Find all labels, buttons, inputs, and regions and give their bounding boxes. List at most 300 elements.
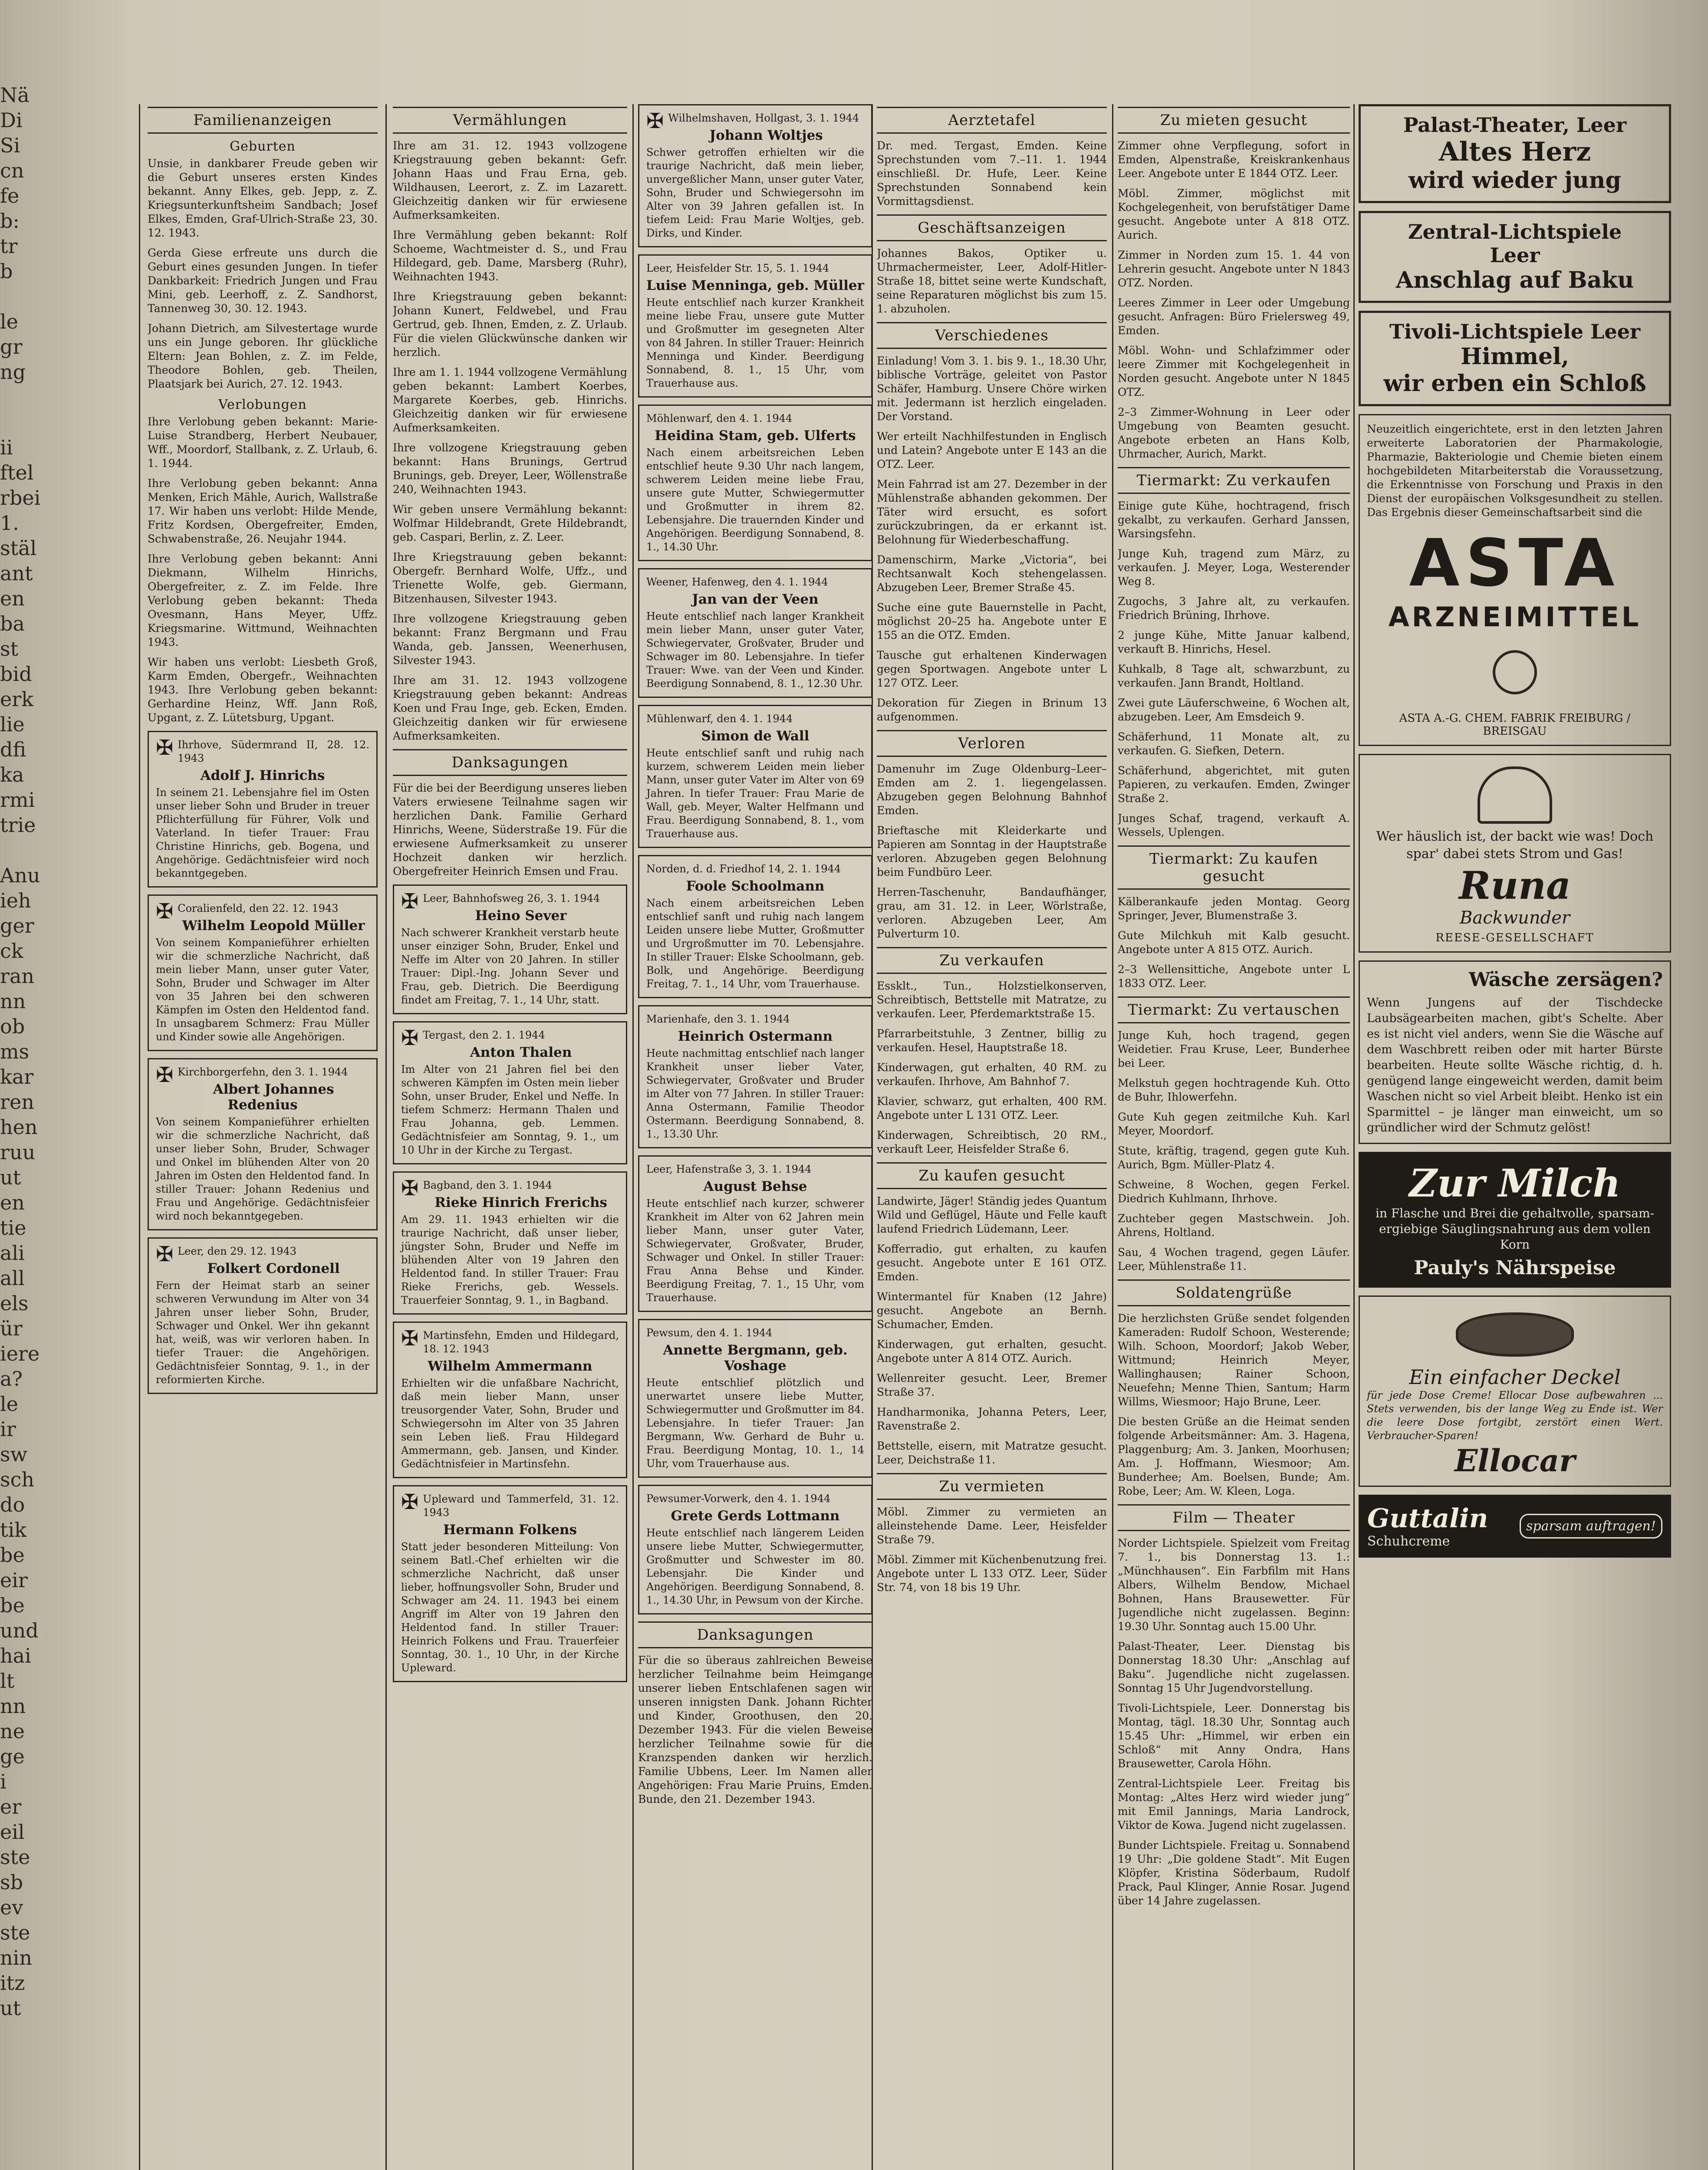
classified-text: Dr. med. Tergast, Emden. Keine Sprechstunden vom 7.–11. 1. 1944 einschließl. Dr. Hufe, Leer. Keine Sprechstunden Sonnabend kein Vormittagsdienst. xyxy=(877,139,1107,207)
stub-line: er xyxy=(0,1795,22,1818)
classified-text: Johannes Bakos, Optiker u. Uhrmachermeister, Leer, Adolf-Hitler-Straße 18, bittet seine werte Kundschaft, seine Reparaturen möglichst bis zum 15. 1. abzuholen. xyxy=(877,247,1107,315)
obituary xyxy=(148,1058,378,1230)
stub-line: sb xyxy=(0,1871,23,1894)
stub-line: le xyxy=(0,1392,18,1416)
classified-text: Kofferradio, gut erhalten, zu kaufen gesucht. Angebote unter E 161 OTZ. Emden. xyxy=(877,1243,1107,1283)
notice-text: Unsie, in dankbarer Freude geben wir die Geburt unseres ersten Kindes bekannt. Anny Elkes, geb. Jepp, z. Z. Kriegsunterkunftsheim Sandbach; Josef Elkes, Emden, Graf-Ulrich-Straße 23, 30. 12. 1943. xyxy=(148,157,378,239)
runa-subtitle: Backwunder xyxy=(1459,908,1570,928)
milch-logo: Zur Milch xyxy=(1409,1161,1621,1206)
runa-logo: Runa xyxy=(1458,863,1571,908)
obituary xyxy=(148,894,378,1051)
stub-line: en xyxy=(0,1191,25,1214)
section-header: Zu mieten gesucht xyxy=(1118,107,1350,134)
stub-line: ge xyxy=(0,1745,25,1768)
stub-line: trie xyxy=(0,813,36,837)
classified-text: Schäferhund, abgerichtet, mit guten Papieren, zu verkaufen. Emden, Zwinger Straße 2. xyxy=(1118,764,1350,805)
stub-line: do xyxy=(0,1493,25,1516)
classified-text: Wintermantel für Knaben (12 Jahre) gesucht. Angebote an Bernh. Schumacher, Emden. xyxy=(877,1290,1107,1331)
column-rule xyxy=(385,104,387,2170)
henko-ad xyxy=(1359,960,1671,1144)
obituary-name: August Behse xyxy=(703,1179,807,1194)
obituary-name: Rieke Hinrich Frerichs xyxy=(434,1195,607,1210)
obituary-name: Anton Thalen xyxy=(470,1045,572,1060)
column-weddings xyxy=(393,104,627,1689)
iron-cross-icon: ✠ xyxy=(401,1490,419,1514)
obituary-text: Nach einem arbeitsreichen Leben entschlief heute 9.30 Uhr nach langem, schwerem Leiden meine liebe Frau, unsere gute Mutter, Schwiegermutter und Großmutter in ihrem 82. Lebensjahre. Die trauernden Kinder und Angehörigen. Beerdigung Sonnabend, 8. 1., 14.30 Uhr. xyxy=(646,447,864,553)
classified-text: Die herzlichsten Grüße sendet folgenden Kameraden: Rudolf Schoon, Westerende; Wilh. Schoon, Moordorf; Jakob Weber, Wittmund; Heinrich Meyer, Wallinghausen; Rainer Schoon, Neuefehn; Menne Thien, Santum; Harm Willms, Wiesmoor; Hajo Brune, Leer. xyxy=(1118,1312,1350,1408)
classified-text: Junge Kuh, hoch tragend, gegen Weidetier. Frau Kruse, Leer, Bunderhee bei Leer. xyxy=(1118,1029,1350,1069)
stub-line: gr xyxy=(0,335,23,358)
obituary-name: Grete Gerds Lottmann xyxy=(671,1508,840,1524)
obituary-text: Heute entschlief nach kurzer Krankheit meine liebe Frau, unsere gute Mutter und Großmutter im gesegneten Alter von 84 Jahren. In stiller Trauer: Heinrich Menninga und Kinder. Beerdigung Sonnabend, 8. 1., 15 Uhr, vom Trauerhause aus. xyxy=(646,296,864,389)
obituary-place: Mühlenwarf, den 4. 1. 1944 xyxy=(646,713,793,725)
stub-line: tr xyxy=(0,234,18,258)
obituary-place: Leer, den 29. 12. 1943 xyxy=(178,1245,296,1257)
stub-line: ut xyxy=(0,1996,21,2020)
iron-cross-icon: ✠ xyxy=(401,1026,419,1050)
iron-cross-icon: ✠ xyxy=(401,889,419,914)
obituary-name: Heinrich Ostermann xyxy=(678,1029,833,1044)
classified-text: Zimmer ohne Verpflegung, sofort in Emden, Alpenstraße, Kreiskrankenhaus Leer. Angebote unter E 1844 OTZ. Leer. xyxy=(1118,139,1350,180)
classified-text: Klavier, schwarz, gut erhalten, 400 RM. Angebote unter L 131 OTZ. Leer. xyxy=(877,1095,1107,1121)
classified-text: 2–3 Zimmer-Wohnung in Leer oder Umgebung von Beamten gesucht. Angebote erbeten an Hans Kolb, Uhrmacher, Aurich, Markt. xyxy=(1118,406,1350,460)
obituary-place: Ihrhove, Südermrand II, 28. 12. 1943 xyxy=(178,739,369,764)
section-header: Danksagungen xyxy=(638,1621,872,1648)
stub-line: be xyxy=(0,1543,25,1567)
classified-text: Wellenreiter gesucht. Leer, Bremer Straße 37. xyxy=(877,1372,1107,1398)
iron-cross-icon: ✠ xyxy=(156,1242,174,1266)
obituary xyxy=(393,884,627,1014)
film-title: Anschlag auf Baku xyxy=(1395,267,1634,293)
classified-text: Suche eine gute Bauernstelle in Pacht, möglichst 20–25 ha. Angebote unter E 155 an die OTZ. Emden. xyxy=(877,601,1107,641)
stub-line: hen xyxy=(0,1115,38,1139)
obituary-text: Heute entschlief sanft und ruhig nach kurzem, schwerem Leiden mein lieber Mann, unser guter Vater im Alter von 69 Jahren. In tiefer Trauer: Frau Marie de Wall, geb. Meyer, Walter Helfmann und Frau. Beerdigung Sonnabend, 8. 1., vom Trauerhause aus. xyxy=(646,747,864,840)
classified-text: Junges Schaf, tragend, verkauft A. Wessels, Uplengen. xyxy=(1118,812,1350,838)
stub-line: a? xyxy=(0,1367,23,1391)
notice-text: Johann Dietrich, am Silvestertage wurde uns ein Junge geboren. Ihr glückliche Eltern: Jean Bohlen, z. Z. im Felde, Theodore Bohlen, geb. Theilen, Plaatsjark bei Aurich, 27. 12. 1943. xyxy=(148,322,378,390)
notice-text: Ihre am 1. 1. 1944 vollzogene Vermählung geben bekannt: Lambert Koerbes, Margarete Koerbes, geb. Hinrichs. Gleichzeitig danken wir für erwiesene Aufmerksamkeiten. xyxy=(393,366,627,434)
stub-line: ant xyxy=(0,562,33,585)
classified-text: Kälberankaufe jeden Montag. Georg Springer, Jever, Blumenstraße 3. xyxy=(1118,895,1350,922)
notice-text: Ihre Kriegstrauung geben bekannt: Johann Kunert, Feldwebel, und Frau Gertrud, geb. Ihnen, Emden, z. Z. Urlaub. Für die vielen Glückwünsche danken wir herzlich. xyxy=(393,290,627,358)
stub-line: ste xyxy=(0,1845,30,1869)
stub-line: ev xyxy=(0,1896,23,1919)
section-header: Familienanzeigen xyxy=(148,107,378,134)
classified-text: Einladung! Vom 3. 1. bis 9. 1., 18.30 Uhr, biblische Vorträge, geleitet von Pastor Schäfer, Hamburg. Unsere Chöre wirken mit. Jedermann ist herzlich eingeladen. Der Vorstand. xyxy=(877,355,1107,423)
stub-line: ir xyxy=(0,1417,16,1441)
obituary-text: Schwer getroffen erhielten wir die traurige Nachricht, daß mein lieber, unvergeßlicher Mann, unser guter Vater, Sohn, Bruder und Schwiegersohn im Alter von 39 Jahren gefallen ist. In tiefem Leid: Frau Marie Woltjes, geb. Dirks, und Kinder. xyxy=(646,146,864,239)
stub-line: sch xyxy=(0,1468,34,1491)
classified-text: Melkstuh gegen hochtragende Kuh. Otto de Buhr, Ihlowerfehn. xyxy=(1118,1077,1350,1103)
stub-line: eir xyxy=(0,1568,28,1592)
section-header: Verloren xyxy=(877,730,1107,757)
stub-line xyxy=(0,838,130,863)
obituary xyxy=(393,1485,627,1682)
classified-text: 2 junge Kühe, Mitte Januar kalbend, verkauft B. Hinrichs, Hesel. xyxy=(1118,629,1350,655)
stub-line: i xyxy=(0,1770,7,1793)
obituary xyxy=(638,705,872,848)
obituary-name: Simon de Wall xyxy=(701,728,810,744)
notice-text: Ihre am 31. 12. 1943 vollzogene Kriegstrauung geben bekannt: Andreas Koen und Frau Inge, geb. Ecken, Emden. Gleichzeitig danken wir für erwiesene Aufmerksamkeiten. xyxy=(393,674,627,742)
stub-line: rbei xyxy=(0,486,41,510)
section-header: Geschäftsanzeigen xyxy=(877,214,1107,241)
classified-text: Bunder Lichtspiele. Freitag u. Sonnabend 19 Uhr: „Die goldene Stadt“. Mit Eugen Klöpfer, Kristina Söderbaum, Rudolf Prack, Paul Klinger, Annie Rosar. Jugend über 14 Jahre zugelassen. xyxy=(1118,1839,1350,1907)
cream-tin-icon xyxy=(1456,1312,1574,1357)
classified-text: Handharmonika, Johanna Peters, Leer, Ravenstraße 2. xyxy=(877,1406,1107,1432)
column-rule xyxy=(1353,104,1355,2170)
stub-line: b: xyxy=(0,209,20,233)
obituary-name: Heidina Stam, geb. Ulferts xyxy=(655,428,856,444)
obituary-text: Nach einem arbeitsreichen Leben entschlief sanft und ruhig nach langem Leiden unsere liebe Mutter, Großmutter und Urgroßmutter im 70. Lebensjahre. In stiller Trauer: Elske Schoolmann, geb. Bolk, und Angehörige. Beerdigung Freitag, 7. 1., 14 Uhr, vom Trauerhause. xyxy=(646,897,864,990)
section-header: Tiermarkt: Zu kaufen gesucht xyxy=(1118,845,1350,890)
stub-line: ka xyxy=(0,763,24,786)
subsection-header: Verlobungen xyxy=(218,397,307,412)
stub-line: Di xyxy=(0,108,23,132)
stub-line: le xyxy=(0,310,18,333)
iron-cross-icon: ✠ xyxy=(401,1326,419,1351)
classified-text: Möbl. Zimmer zu vermieten an alleinstehende Dame. Leer, Heisfelder Straße 79. xyxy=(877,1506,1107,1546)
runa-firm: REESE-GESELLSCHAFT xyxy=(1435,931,1594,944)
column-rule xyxy=(139,104,140,2170)
section-header: Film — Theater xyxy=(1118,1504,1350,1531)
classified-text: Kinderwagen, gut erhalten, 40 RM. zu verkaufen. Ihrhove, Am Bahnhof 7. xyxy=(877,1061,1107,1088)
obituary-text: Heute entschlief nach langer Krankheit mein lieber Mann, unser guter Vater, Schwiegervater, Großvater, Bruder und Schwager im 80. Lebensjahre. In tiefer Trauer: Wwe. van der Veen und Kinder. Beerdigung Sonnabend, 8. 1., 12.30 Uhr. xyxy=(646,610,864,690)
cinema-ad-zentral xyxy=(1359,211,1671,303)
classified-text: Gute Milchkuh mit Kalb gesucht. Angebote unter A 815 OTZ. Aurich. xyxy=(1118,929,1350,956)
section-header: Danksagungen xyxy=(393,749,627,776)
lamp-icon xyxy=(1478,766,1552,824)
stub-line: nin xyxy=(0,1946,32,1969)
stub-line: ren xyxy=(0,1090,34,1114)
obituary xyxy=(638,1319,872,1478)
classified-text: Essklt., Tun., Holzstielkonserven, Schreibtisch, Bettstelle mit Matratze, zu verkaufen. Leer, Pferdemarktstraße 15. xyxy=(877,980,1107,1020)
stub-line xyxy=(0,284,130,309)
stub-line: Anu xyxy=(0,864,40,887)
stub-line xyxy=(0,410,130,435)
obituary xyxy=(638,1485,872,1614)
stub-line: ob xyxy=(0,1015,25,1038)
stub-line: itz xyxy=(0,1971,25,1995)
column-classifieds xyxy=(877,104,1107,1601)
obituary-place: Norden, d. d. Friedhof 14, 2. 1. 1944 xyxy=(646,863,841,875)
obituary-place: Upleward und Tammerfeld, 31. 12. 1943 xyxy=(423,1493,619,1519)
classified-text: Landwirte, Jäger! Ständig jedes Quantum Wild und Geflügel, Häute und Felle kauft laufend Friedrich Lüdemann, Leer. xyxy=(877,1195,1107,1235)
classified-text: 2–3 Wellensittiche, Angebote unter L 1833 OTZ. Leer. xyxy=(1118,963,1350,990)
section-header: Tiermarkt: Zu verkaufen xyxy=(1118,467,1350,494)
stub-line: Nä xyxy=(0,83,30,107)
section-header: Tiermarkt: Zu vertauschen xyxy=(1118,996,1350,1023)
previous-page-stub xyxy=(0,82,130,2170)
obituary xyxy=(393,1171,627,1315)
milch-text: in Flasche und Brei die gehaltvolle, sparsam-ergiebige Säuglingsnahrung aus dem vollen Korn xyxy=(1376,1206,1654,1252)
stub-line: ruu xyxy=(0,1141,36,1164)
obituary-place: Leer, Heisfelder Str. 15, 5. 1. 1944 xyxy=(646,262,829,274)
film-title: Himmel, xyxy=(1461,343,1569,370)
cinema-name: Tivoli-Lichtspiele Leer xyxy=(1389,320,1641,343)
stub-line: be xyxy=(0,1594,25,1617)
stub-line: hai xyxy=(0,1644,31,1667)
obituary-name: Jan van der Veen xyxy=(692,592,819,607)
slogan: Wer häuslich ist, der backt wie was! Doch spar' dabei stets Strom und Gas! xyxy=(1376,829,1654,861)
classified-text: Möbl. Wohn- und Schlafzimmer oder leere Zimmer mit Kochgelegenheit in Norden gesucht. Angebote unter N 1845 OTZ. xyxy=(1118,344,1350,398)
ellocar-logo: Ellocar xyxy=(1454,1443,1576,1479)
column-obituaries xyxy=(638,104,872,1812)
asta-subtitle: ARZNEIMITTEL xyxy=(1388,601,1642,633)
notice-text: Ihre Vermählung geben bekannt: Rolf Schoeme, Wachtmeister d. S., und Frau Hildegard, geb. Dame, Marsberg (Ruhr), Weihnachten 1943. xyxy=(393,229,627,283)
section-header: Vermählungen xyxy=(393,107,627,134)
notice-text: Für die bei der Beerdigung unseres lieben Vaters erwiesene Teilnahme sagen wir herzlichen Dank. Familie Gerhard Hinrichs, Weene, Süderstraße 19. Für die erwiesene Aufmerksamkeit zu unserer Hochzeit danken wir herzlich. Obergefreiter Heinrich Emsen und Frau. xyxy=(393,782,627,878)
classified-text: Schweine, 8 Wochen, gegen Ferkel. Diedrich Kuhlmann, Ihrhove. xyxy=(1118,1178,1350,1205)
classified-text: Zuchteber gegen Mastschwein. Joh. Ahrens, Holtland. xyxy=(1118,1212,1350,1239)
classified-text: Damenschirm, Marke „Victoria“, bei Rechtsanwalt Koch stehengelassen. Abzugeben Leer, Bremer Straße 45. xyxy=(877,553,1107,594)
stub-line: tik xyxy=(0,1518,27,1542)
notice-text: Gerda Giese erfreute uns durch die Geburt eines gesunden Jungen. In tiefer Dankbarkeit: Friedrich Jungen und Frau Mini, geb. Leerhoff, z. Z. Sandhorst, Tannenweg 30, 30. 12. 1943. xyxy=(148,247,378,315)
obituary xyxy=(638,104,872,247)
column-advertisements xyxy=(1359,104,1671,1565)
classified-text: Mein Fahrrad ist am 27. Dezember in der Mühlenstraße abhanden gekommen. Der Täter wird ersucht, es sofort zurückzubringen, da er erkannt ist. Belohnung für Wiederbeschaffung. xyxy=(877,478,1107,546)
stub-line: ste xyxy=(0,1921,30,1944)
classified-text: Norder Lichtspiele. Spielzeit vom Freitag 7. 1., bis Donnerstag 13. 1.: „Münchhausen“. Ein Farbfilm mit Hans Albers, Wilhelm Bendow, Michael Bohnen, Hans Brausewetter. Für Jugendliche nicht zugelassen. Beginn: 19.30 Uhr. Sonntag auch 15.00 Uhr. xyxy=(1118,1537,1350,1633)
obituary-place: Coralienfeld, den 22. 12. 1943 xyxy=(178,902,339,914)
stub-line: bid xyxy=(0,662,32,686)
stub-line: und xyxy=(0,1619,39,1642)
classified-text: Zentral-Lichtspiele Leer. Freitag bis Montag: „Altes Herz wird wieder jung“ mit Emil Jannings, Maria Landrock, Viktor de Kowa. Jugend nicht zugelassen. xyxy=(1118,1777,1350,1831)
obituary-name: Luise Menninga, geb. Müller xyxy=(646,278,864,293)
obituary-text: Von seinem Kompanieführer erhielten wir die schmerzliche Nachricht, daß mein lieber Mann, unser guter Vater, Sohn, Bruder und Schwager im Alter von 35 Jahren bei den schweren Kämpfen im Osten den Heldentod fand. In unsagbarem Schmerz: Frau Müller und Kinder sowie alle Angehörigen. xyxy=(156,937,369,1043)
stub-line: ms xyxy=(0,1040,30,1063)
classified-text: Palast-Theater, Leer. Dienstag bis Donnerstag 18.30 Uhr: „Anschlag auf Baku“. Jugendliche nicht zugelassen. Sonntag 15 Uhr Jugendvorstellung. xyxy=(1118,1640,1350,1694)
classified-text: Die besten Grüße an die Heimat senden folgende Arbeitsmänner: Am. 3. Hagena, Plaggenburg; Am. 3. Janken, Moorhusen; Am. J. Hoffmann, Wiesmoor; Am. Bunderhee; Am. Boelsen, Bunde; Am. Robe, Leer; Am. W. Kleen, Loga. xyxy=(1118,1415,1350,1497)
henko-text: Wenn Jungens auf der Tischdecke Laubsägearbeiten machen, gibt's Schelte. Aber es ist nicht viel anders, wenn Sie die Wäsche auf dem Waschbrett reiben oder mit harter Bürste bearbeiten. Heute sollte Wäsche richtig, d. h. genügend lange eingeweicht werden, damit beim Waschen nicht so viel Arbeit bleibt. Henko ist ein Sparmittel – je länger man einweicht, um so gründlicher wird der Schmutz gelöst! xyxy=(1367,996,1663,1134)
cinema-ad-palast xyxy=(1359,104,1671,203)
stub-line: cn xyxy=(0,159,24,182)
section-header: Zu verkaufen xyxy=(877,947,1107,974)
stub-line: eil xyxy=(0,1820,25,1844)
classified-text: Einige gute Kühe, hochtragend, frisch gekalbt, zu verkaufen. Gerhard Janssen, Warsingsfehn. xyxy=(1118,500,1350,540)
obituary-name: Albert Johannes Redenius xyxy=(213,1082,334,1113)
stub-line: en xyxy=(0,587,25,610)
notice-text: Ihre Verlobung geben bekannt: Anna Menken, Erich Mähle, Aurich, Wallstraße 17. Wir haben uns verlobt: Hilde Mende, Fritz Kordsen, Obergefreiter, Emden, Schwabenstraße, 26. Neujahr 1944. xyxy=(148,477,378,545)
notice-text: Wir haben uns verlobt: Liesbeth Groß, Karm Emden, Obergefr., Weihnachten 1943. Ihre Verlobung geben bekannt: Gerhardine Heinz, Wff. Jann Roß, Upgant, z. Z. Lütetsburg, Upgant. xyxy=(148,656,378,724)
iron-cross-icon: ✠ xyxy=(156,899,174,924)
obituary-place: Martinsfehn, Emden und Hildegard, 18. 12. 1943 xyxy=(423,1329,619,1355)
stub-line: ba xyxy=(0,612,25,635)
notice-text: Ihre vollzogene Kriegstrauung geben bekannt: Franz Bergmann und Frau Wanda, geb. Janssen, Weenerhusen, Silvester 1943. xyxy=(393,612,627,667)
pauly-milk-ad xyxy=(1359,1152,1671,1288)
obituary xyxy=(638,855,872,998)
iron-cross-icon: ✠ xyxy=(156,1063,174,1087)
stub-line: st xyxy=(0,637,19,661)
obituary-text: Statt jeder besonderen Mitteilung: Von seinem Batl.-Chef erhielten wir die schmerzliche Nachricht, daß unser lieber, hoffnungsvoller Sohn, Bruder und Schwager am 24. 11. 1943 bei einem Angriff im Alter von 19 Jahren den Heldentod fand. In stiller Trauer: Heinrich Folkens und Frau. Trauerfeier Sonntag, 30. 1., 10 Uhr, in der Kirche Upleward. xyxy=(401,1541,619,1674)
guttalin-logo: Guttalin xyxy=(1367,1503,1488,1534)
asta-intro: Neuzeitlich eingerichtete, erst in den letzten Jahren erweiterte Laboratorien der Pharmakologie, Pharmazie, Bakteriologie und Chemie bieten einem hochgebildeten Mitarbeiterstab die Voraussetzung, die Erkenntnisse von Forschung und Praxis in den Dienst der europäischen Volksgesundheit zu stellen. Das Ergebnis dieser Gemeinschaftsarbeit sind die xyxy=(1367,423,1663,519)
stub-line: nn xyxy=(0,1694,26,1718)
cinema-ad-tivoli xyxy=(1359,311,1671,406)
subsection-header: Geburten xyxy=(230,139,296,154)
stub-line: ran xyxy=(0,964,35,988)
obituary-name: Wilhelm Ammermann xyxy=(428,1358,592,1374)
obituary-place: Bagband, den 3. 1. 1944 xyxy=(423,1179,553,1191)
obituary-text: Erhielten wir die unfaßbare Nachricht, daß mein lieber Mann, unser treusorgender Vater, Sohn, Bruder und Schwiegersohn im Alter von 35 Jahren sein Leben ließ. Frau Hildegard Ammermann, geb. Jansen, und Kinder. Gedächtnisfeier in Martinsfehn. xyxy=(401,1377,619,1470)
obituary-place: Pewsum, den 4. 1. 1944 xyxy=(646,1327,773,1339)
section-header: Aerztetafel xyxy=(877,107,1107,134)
stub-line: ne xyxy=(0,1720,25,1743)
stub-line: stäl xyxy=(0,536,37,560)
classified-text: Brieftasche mit Kleiderkarte und Papieren am Sonntag in der Hauptstraße verloren. Abzugeben gegen Belohnung beim Fundbüro Leer. xyxy=(877,824,1107,878)
asta-firm: ASTA A.-G. CHEM. FABRIK FREIBURG / BREISGAU xyxy=(1399,712,1631,738)
stub-line: dfi xyxy=(0,738,26,761)
obituary-name: Adolf J. Hinrichs xyxy=(200,768,325,783)
notice-text: Für die so überaus zahlreichen Beweise herzlicher Teilnahme beim Heimgange unserer lieben Entschlafenen sagen wir unseren innigsten Dank. Johann Richter und Kinder, Groothusen, den 20. Dezember 1943. Für die vielen Beweise herzlicher Teilnahme sowie für die Kranzspenden danken wir herzlich. Familie Ubbens, Leer. Im Namen aller Angehörigen: Frau Marie Pruins, Emden. Bunde, den 21. Dezember 1943. xyxy=(638,1654,872,1805)
stub-line: ii xyxy=(0,436,13,459)
notice-text: Ihre vollzogene Kriegstrauung geben bekannt: Hans Brunings, Gertrud Brunings, geb. Dreyer, Leer, Wöllenstraße 240, Weihnachten 1943. xyxy=(393,441,627,496)
classified-text: Stute, kräftig, tragend, gegen gute Kuh. Aurich, Bgm. Müller-Platz 4. xyxy=(1118,1144,1350,1171)
obituary-place: Marienhafe, den 3. 1. 1944 xyxy=(646,1013,790,1025)
obituary-place: Pewsumer-Vorwerk, den 4. 1. 1944 xyxy=(646,1493,831,1505)
stub-line xyxy=(0,385,130,410)
obituary xyxy=(638,254,872,398)
obituary-text: Heute entschlief plötzlich und unerwartet unsere liebe Mutter, Schwiegermutter und Großmutter im 84. Lebensjahre. In tiefer Trauer: Jan Bergmann, Ww. Gerhard de Buhr u. Frau. Beerdigung Montag, 10. 1., 14 Uhr, vom Trauerhause aus. xyxy=(646,1377,864,1470)
obituary-name: Wilhelm Leopold Müller xyxy=(182,918,365,934)
stub-line: els xyxy=(0,1292,29,1315)
section-header: Verschiedenes xyxy=(877,322,1107,349)
stub-line: kar xyxy=(0,1065,34,1088)
obituary-text: Heute nachmittag entschlief nach langer Krankheit unser lieber Vater, Schwiegervater, Großvater und Bruder im Alter von 77 Jahren. In stiller Trauer: Anna Ostermann, Familie Theodor Ostermann. Beerdigung Sonnabend, 8. 1., 13.30 Uhr. xyxy=(646,1047,864,1140)
stub-line: ger xyxy=(0,914,34,937)
notice-text: Ihre Verlobung geben bekannt: Marie-Luise Strandberg, Herbert Neubauer, Wff., Moordorf, Stallbank, z. Z. Urlaub, 6. 1. 1944. xyxy=(148,415,378,470)
obituary-place: Möhlenwarf, den 4. 1. 1944 xyxy=(646,412,793,424)
deckel-text: für jede Dose Creme! Ellocar Dose aufbewahren ... Stets verwenden, bis der lange Weg zu Ende ist. Wer die leere Dose fortgibt, zerstört einen Wert. Verbraucher-Sparen! xyxy=(1367,1389,1663,1442)
ellocar-ad xyxy=(1359,1295,1671,1487)
film-title: wird wieder jung xyxy=(1409,167,1621,194)
stub-line: Si xyxy=(0,134,20,157)
obituary-place: Tergast, den 2. 1. 1944 xyxy=(423,1029,545,1041)
pill-icon xyxy=(1493,650,1537,694)
classified-text: Herren-Taschenuhr, Bandaufhänger, grau, am 31. 12. in Leer, Wörlstraße, verloren. Abzugeben Leer, Am Pulverturm 10. xyxy=(877,886,1107,940)
section-header: Soldatengrüße xyxy=(1118,1279,1350,1306)
stub-line: lie xyxy=(0,713,25,736)
obituary-text: Im Alter von 21 Jahren fiel bei den schweren Kämpfen im Osten mein lieber Sohn, unser Bruder, Enkel und Neffe. In tiefem Schmerz: Hermann Thalen und Frau Johanna, geb. Lemmen. Gedächtnisfeier am Sonntag, 9. 1., um 10 Uhr in der Kirche zu Tergast. xyxy=(401,1063,619,1156)
obituary-text: Nach schwerer Krankheit verstarb heute unser einziger Sohn, Bruder, Enkel und Neffe im Alter von 20 Jahren. In stiller Trauer: Dipl.-Ing. Johann Sever und Frau, geb. Dietrich. Die Beerdigung findet am Freitag, 7. 1., 14 Uhr, statt. xyxy=(401,927,619,1006)
cinema-name: Palast-Theater, Leer xyxy=(1403,113,1627,137)
asta-ad xyxy=(1359,414,1671,746)
stub-line: 1. xyxy=(0,511,19,535)
stub-line: ali xyxy=(0,1241,25,1265)
henko-title: Wäsche zersägen? xyxy=(1469,969,1663,991)
asta-logo: ASTA xyxy=(1409,526,1621,601)
obituary-text: Heute entschlief nach längerem Leiden unsere liebe Mutter, Schwiegermutter, Großmutter und Schwester im 80. Lebensjahr. Die Kinder und Angehörigen. Beerdigung Sonnabend, 8. 1., 14.30 Uhr, in Pewsum von der Kirche. xyxy=(646,1527,864,1606)
classified-text: Damenuhr im Zuge Oldenburg–Leer–Emden am 2. 1. liegengelassen. Abzugeben gegen Belohnung Bahnhof Emden. xyxy=(877,763,1107,817)
classified-text: Kinderwagen, Schreibtisch, 20 RM., verkauft Leer, Heisfelder Straße 6. xyxy=(877,1129,1107,1155)
obituary xyxy=(148,731,378,888)
classified-text: Möbl. Zimmer, möglichst mit Kochgelegenheit, von berufstätiger Dame gesucht. Angebote unter A 818 OTZ. Aurich. xyxy=(1118,187,1350,241)
obituary-text: Fern der Heimat starb an seiner schweren Verwundung im Alter von 34 Jahren unser lieber Sohn, Bruder, Schwager und Onkel. Wer ihn gekannt hat, weiß, was wir verloren haben. In tiefer Trauer: die Angehörigen. Gedächtnisfeier Sonntag, 9. 1., in der reformierten Kirche. xyxy=(156,1279,369,1386)
obituary-name: Hermann Folkens xyxy=(443,1522,577,1538)
stub-line: fe xyxy=(0,184,20,207)
obituary-name: Heino Sever xyxy=(475,908,567,924)
stub-line: ut xyxy=(0,1166,21,1189)
stub-line: iere xyxy=(0,1342,40,1365)
obituary-text: Heute entschlief nach kurzer, schwerer Krankheit im Alter von 62 Jahren mein lieber Mann, unser guter Vater, Schwiegervater, Großvater, Bruder, Schwager und Onkel. In stiller Trauer: Frau Anna Behse und Kinder. Beerdigung Freitag, 7. 1., 15 Uhr, vom Trauerhause. xyxy=(646,1197,864,1304)
guttalin-tag: sparsam auftragen! xyxy=(1520,1514,1662,1539)
stub-line: ng xyxy=(0,360,26,384)
notice-text: Wir geben unsere Vermählung bekannt: Wolfmar Hildebrandt, Grete Hildebrandt, geb. Caspari, Berlin, z. Z. Leer. xyxy=(393,503,627,543)
deckel-title: Ein einfacher Deckel xyxy=(1409,1365,1621,1389)
column-family-notices xyxy=(148,104,378,1401)
obituary-text: In seinem 21. Lebensjahre fiel im Osten unser lieber Sohn und Bruder in treuer Pflichterfüllung für Führer, Volk und Vaterland. In tiefer Trauer: Frau Christine Hinrichs, geb. Bogena, und Angehörige. Gedächtnisfeier wird noch bekanntgegeben. xyxy=(156,786,369,879)
classified-text: Tausche gut erhaltenen Kinderwagen gegen Sportwagen. Angebote unter L 127 OTZ. Leer. xyxy=(877,649,1107,689)
iron-cross-icon: ✠ xyxy=(156,736,174,760)
guttalin-ad xyxy=(1359,1495,1671,1558)
classified-text: Bettstelle, eisern, mit Matratze gesucht. Leer, Deichstraße 11. xyxy=(877,1440,1107,1466)
column-market xyxy=(1118,104,1350,1914)
obituary-name: Annette Bergmann, geb. Voshage xyxy=(663,1342,848,1374)
classified-text: Kuhkalb, 8 Tage alt, schwarzbunt, zu verkaufen. Jann Brandt, Holtland. xyxy=(1118,663,1350,689)
stub-line: nn xyxy=(0,990,26,1013)
classified-text: Möbl. Zimmer mit Küchenbenutzung frei. Angebote unter L 133 OTZ. Leer, Süder Str. 74, von 18 bis 19 Uhr. xyxy=(877,1553,1107,1594)
obituary xyxy=(148,1237,378,1394)
obituary-name: Foole Schoolmann xyxy=(686,878,825,894)
energy-saving-ad xyxy=(1359,754,1671,953)
obituary-place: Wilhelmshaven, Hollgast, 3. 1. 1944 xyxy=(668,112,859,124)
guttalin-subtitle: Schuhcreme xyxy=(1367,1534,1450,1549)
stub-line: ür xyxy=(0,1317,23,1340)
obituary-place: Weener, Hafenweg, den 4. 1. 1944 xyxy=(646,576,828,588)
stub-line: lt xyxy=(0,1669,15,1693)
film-title: Altes Herz xyxy=(1438,137,1591,167)
film-title: wir erben ein Schloß xyxy=(1383,370,1646,397)
obituary-text: Am 29. 11. 1943 erhielten wir die traurige Nachricht, daß unser lieber, jüngster Sohn, Bruder und Neffe im blühenden Alter von 19 Jahren den Heldentod fand. In stiller Trauer: Frau Rieke Frerichs, geb. Wessels. Trauerfeier Sonntag, 9. 1., in Bagband. xyxy=(401,1213,619,1306)
obituary-name: Folkert Cordonell xyxy=(207,1261,340,1276)
column-rule xyxy=(632,104,634,2170)
obituary-place: Leer, Hafenstraße 3, 3. 1. 1944 xyxy=(646,1163,812,1175)
obituary xyxy=(638,404,872,561)
section-header: Zu vermieten xyxy=(877,1473,1107,1500)
stub-line: erk xyxy=(0,687,34,711)
classified-text: Wer erteilt Nachhilfestunden in Englisch und Latein? Angebote unter E 143 an die OTZ. Leer. xyxy=(877,430,1107,470)
stub-line: ieh xyxy=(0,889,31,912)
classified-text: Junge Kuh, tragend zum März, zu verkaufen. J. Meyer, Loga, Westerender Weg 8. xyxy=(1118,547,1350,588)
classified-text: Tivoli-Lichtspiele, Leer. Donnerstag bis Montag, tägl. 18.30 Uhr, Sonntag auch 15.45 Uhr: „Himmel, wir erben ein Schloß“ mit Anny Ondra, Hans Brausewetter, Carola Höhn. xyxy=(1118,1702,1350,1770)
column-rule xyxy=(1112,104,1113,2170)
classified-text: Zimmer in Norden zum 15. 1. 44 von Lehrerin gesucht. Angebote unter N 1843 OTZ. Norden. xyxy=(1118,249,1350,289)
classified-text: Dekoration für Ziegen in Brinum 13 aufgenommen. xyxy=(877,697,1107,723)
stub-line: b xyxy=(0,260,13,283)
classified-text: Gute Kuh gegen zeitmilche Kuh. Karl Meyer, Moordorf. xyxy=(1118,1111,1350,1137)
obituary-place: Kirchborgerfehn, den 3. 1. 1944 xyxy=(178,1066,348,1078)
pauly-brand: Pauly's Nährspeise xyxy=(1414,1257,1616,1279)
notice-text: Ihre Verlobung geben bekannt: Anni Diekmann, Wilhelm Hinrichs, Obergefreiter, z. Z. im Felde. Ihre Verlobung geben bekannt: Theda Ovesmann, Hans Meyer, Uffz. Kriegsmarine. Wittmund, Weihnachten 1943. xyxy=(148,552,378,648)
obituary xyxy=(638,1155,872,1312)
stub-line: tie xyxy=(0,1216,26,1240)
obituary xyxy=(393,1322,627,1478)
stub-line: rmi xyxy=(0,788,35,812)
stub-line: ftel xyxy=(0,461,34,484)
notice-text: Ihre Kriegstrauung geben bekannt: Obergefr. Bernhard Wolfe, Uffz., und Trienette Wolfe, geb. Giermann, Bitzenhausen, Silvester 1943. xyxy=(393,551,627,605)
section-header: Zu kaufen gesucht xyxy=(877,1162,1107,1189)
obituary xyxy=(638,568,872,698)
obituary-place: Leer, Bahnhofsweg 26, 3. 1. 1944 xyxy=(423,892,600,904)
classified-text: Pfarrarbeitstuhle, 3 Zentner, billig zu verkaufen. Hesel, Hauptstraße 18. xyxy=(877,1027,1107,1054)
obituary-name: Johann Woltjes xyxy=(709,128,823,143)
cinema-name: Zentral-Lichtspiele xyxy=(1408,220,1622,243)
iron-cross-icon: ✠ xyxy=(401,1176,419,1200)
obituary xyxy=(638,1005,872,1148)
obituary-text: Von seinem Kompanieführer erhielten wir die schmerzliche Nachricht, daß unser lieber Sohn, Bruder, Schwager und Onkel im blühenden Alter von 20 Jahren im Osten den Heldentod fand. In stiller Trauer: Johann Redenius und Frau und Angehörige. Gedächtnisfeier wird noch bekanntgegeben. xyxy=(156,1116,369,1222)
stub-line: ck xyxy=(0,939,23,963)
classified-text: Leeres Zimmer in Leer oder Umgebung gesucht. Anfragen: Büro Frielersweg 49, Emden. xyxy=(1118,296,1350,337)
iron-cross-icon: ✠ xyxy=(646,109,664,133)
